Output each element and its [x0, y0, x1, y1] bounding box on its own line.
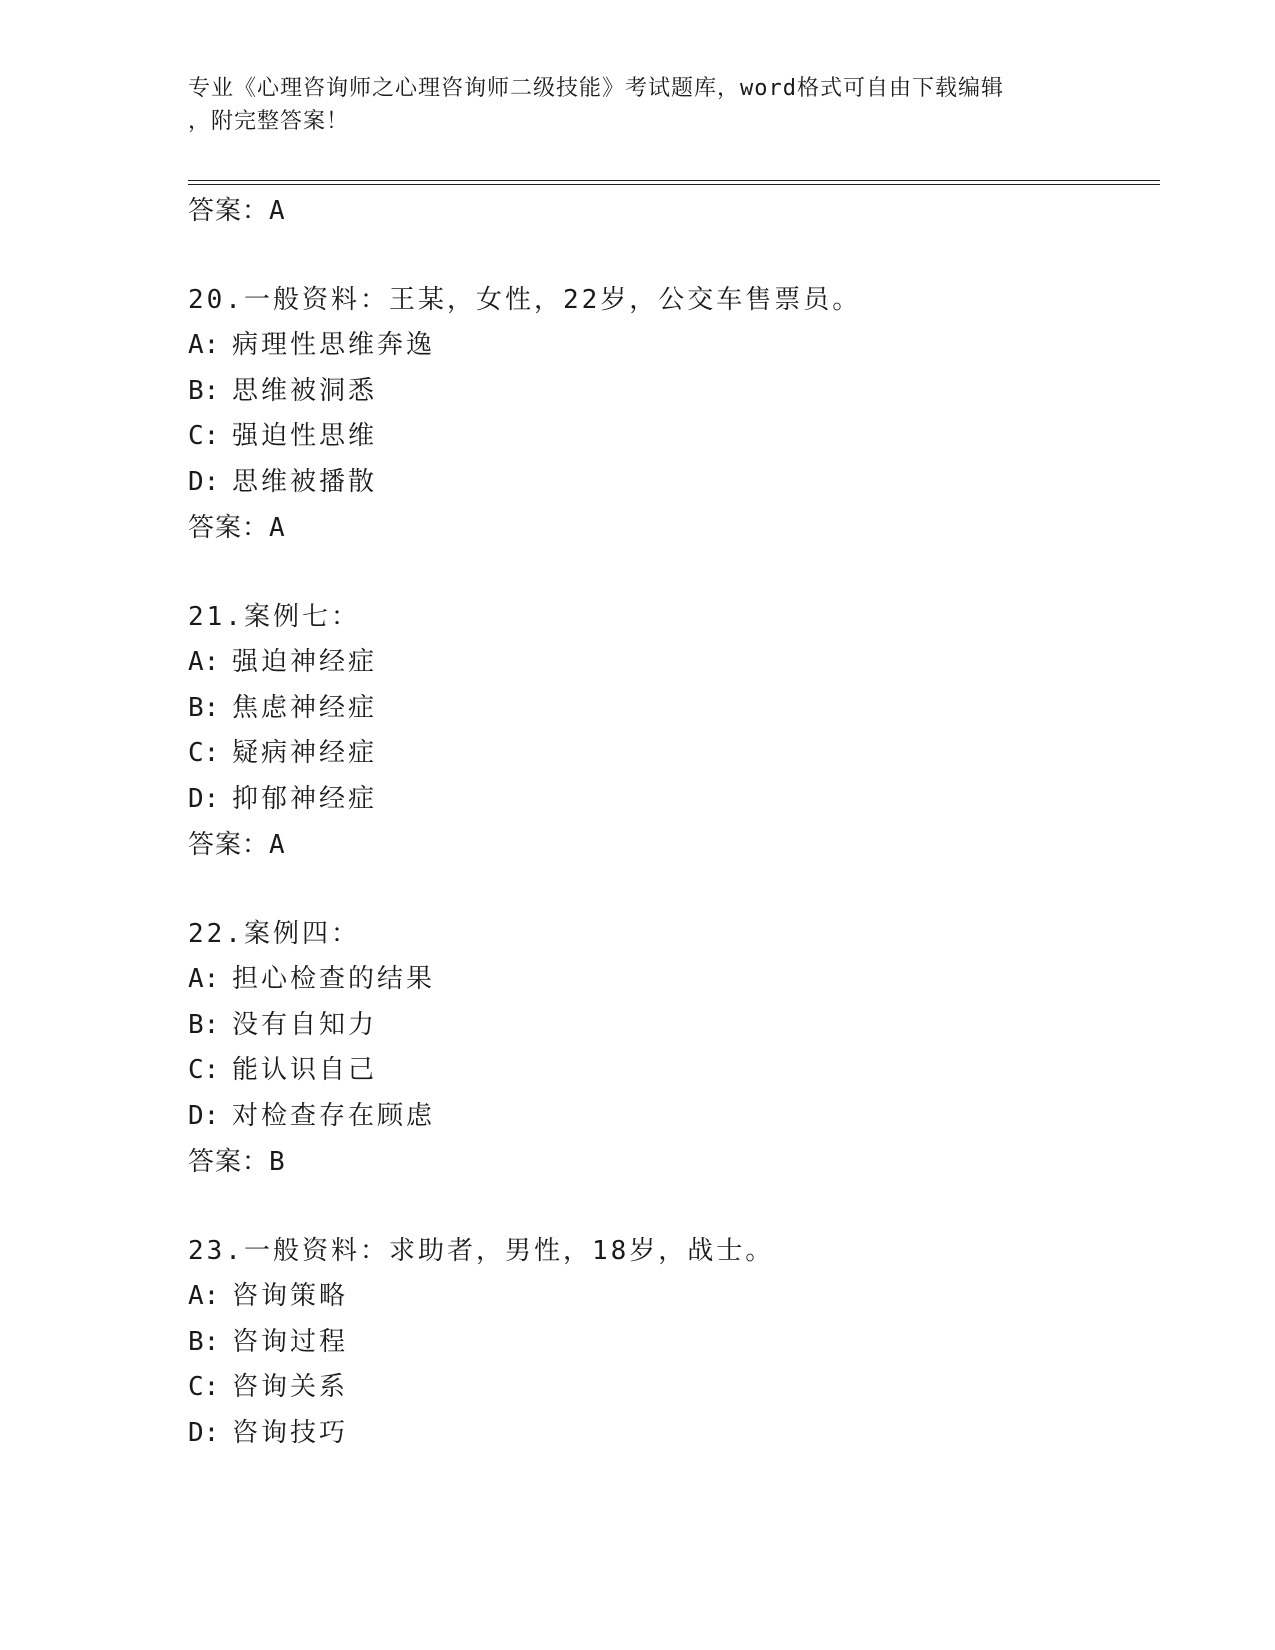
- question-title: 20.一般资料：王某，女性，22岁，公交车售票员。: [188, 285, 862, 315]
- option-text: 病理性思维奔逸: [232, 330, 436, 360]
- question-22: [188, 912, 1160, 1185]
- option-letter: D:: [188, 1100, 220, 1131]
- option-text: 咨询关系: [232, 1372, 349, 1402]
- option-text: 思维被洞悉: [232, 375, 378, 406]
- option-letter: C:: [188, 1372, 220, 1402]
- option-letter: B:: [188, 692, 220, 723]
- question-21: [188, 595, 1160, 868]
- option-text: 咨询策略: [232, 1281, 349, 1311]
- question-list: [188, 188, 1160, 1456]
- option-a: [188, 1274, 1160, 1320]
- header-line-2: ，附完整答案！: [188, 109, 350, 134]
- option-letter: D:: [188, 1417, 220, 1448]
- option-text: 焦虑神经症: [232, 692, 378, 723]
- option-text: 能认识自己: [232, 1055, 378, 1085]
- option-c: [188, 1048, 1160, 1094]
- option-letter: B:: [188, 1326, 220, 1357]
- option-letter: C:: [188, 738, 220, 768]
- option-c: [188, 731, 1160, 777]
- option-letter: A:: [188, 330, 220, 360]
- option-b: [188, 1320, 1160, 1366]
- option-a: [188, 957, 1160, 1003]
- document-header: [188, 72, 1088, 138]
- option-text: 担心检查的结果: [232, 964, 436, 994]
- option-a: [188, 323, 1160, 369]
- option-b: [188, 686, 1160, 732]
- option-a: [188, 640, 1160, 686]
- option-d: [188, 777, 1160, 823]
- option-text: 咨询技巧: [232, 1417, 349, 1448]
- option-text: 对检查存在顾虑: [232, 1100, 436, 1131]
- question-title: 21.案例七：: [188, 602, 360, 632]
- header-divider-top: [188, 180, 1160, 181]
- option-text: 强迫神经症: [232, 647, 378, 677]
- option-letter: B:: [188, 1009, 220, 1040]
- question-title: 22.案例四：: [188, 919, 360, 949]
- option-d: [188, 1411, 1160, 1457]
- option-letter: A:: [188, 1281, 220, 1311]
- option-text: 抑郁神经症: [232, 783, 378, 814]
- answer-line: 答案：A: [188, 196, 286, 226]
- option-letter: C:: [188, 421, 220, 451]
- option-c: [188, 414, 1160, 460]
- option-letter: D:: [188, 466, 220, 497]
- option-b: [188, 1003, 1160, 1049]
- option-letter: A:: [188, 647, 220, 677]
- option-text: 强迫性思维: [232, 421, 378, 451]
- option-text: 思维被播散: [232, 466, 378, 497]
- answer-line: 答案：A: [188, 830, 286, 860]
- option-text: 疑病神经症: [232, 738, 378, 768]
- option-letter: A:: [188, 964, 220, 994]
- option-text: 咨询过程: [232, 1326, 349, 1357]
- question-23: [188, 1229, 1160, 1456]
- question-title: 23.一般资料：求助者，男性，18岁，战士。: [188, 1236, 775, 1266]
- option-b: [188, 369, 1160, 415]
- header-divider-bottom: [188, 184, 1160, 185]
- option-d: [188, 460, 1160, 506]
- option-letter: B:: [188, 375, 220, 406]
- option-text: 没有自知力: [232, 1009, 378, 1040]
- option-d: [188, 1094, 1160, 1140]
- option-c: [188, 1365, 1160, 1411]
- answer-line: 答案：B: [188, 1147, 286, 1177]
- answer-line: 答案：A: [188, 513, 286, 543]
- option-letter: D:: [188, 783, 220, 814]
- question-20: [188, 278, 1160, 551]
- header-line-1: 专业《心理咨询师之心理咨询师二级技能》考试题库，word格式可自由下载编辑: [188, 76, 1004, 101]
- option-letter: C:: [188, 1055, 220, 1085]
